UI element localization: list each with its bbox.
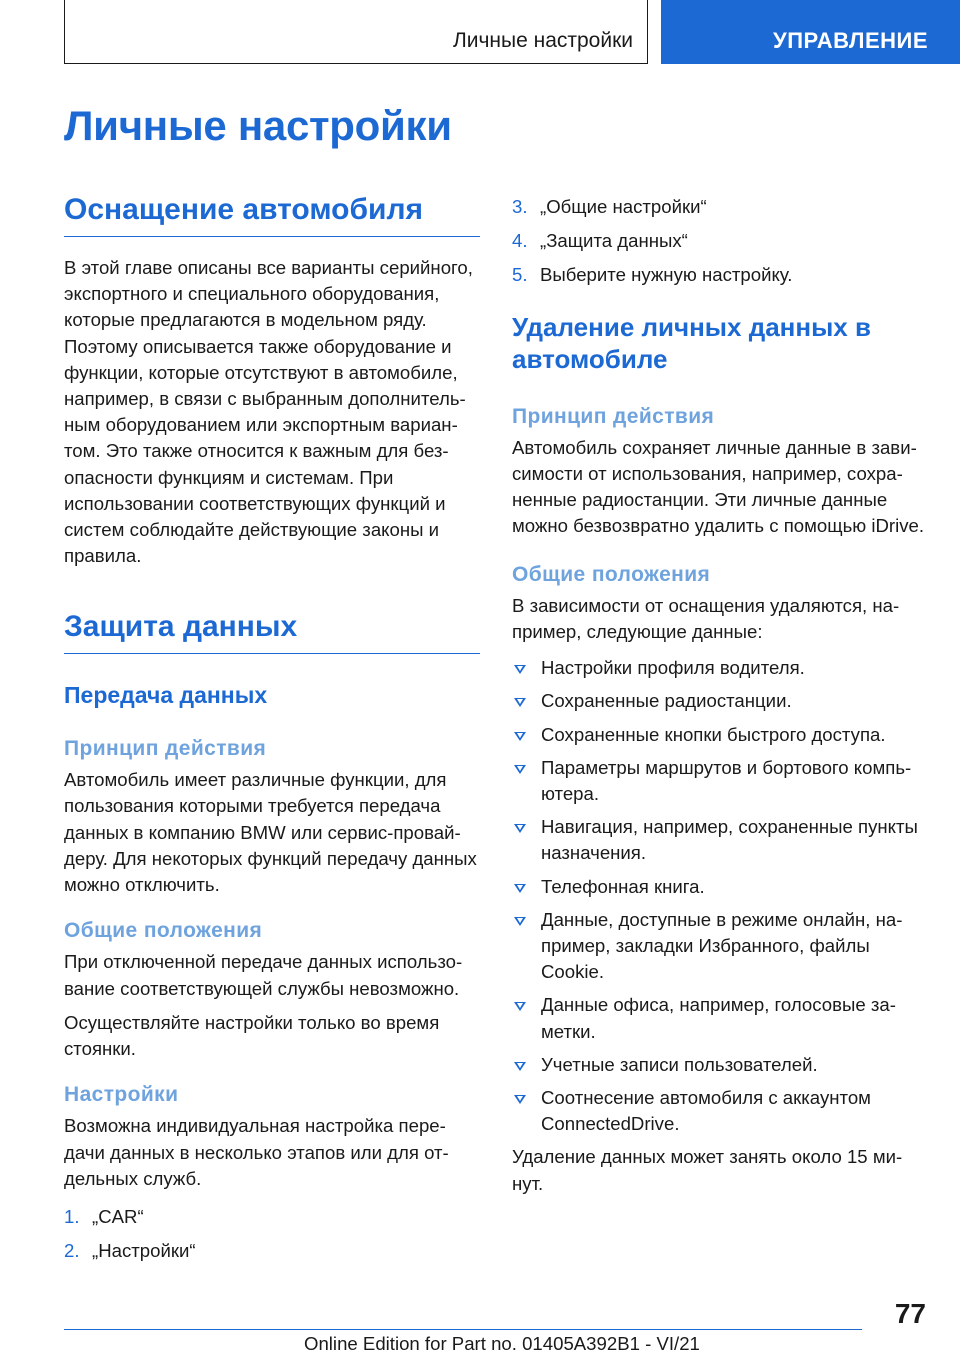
equipment-text: В этой главе описаны все варианты серийного, экспортного и специального оборудования, которые предлагаются в модельном ряду. Поэтому описывается также оборудование и функции, которые отсутствуют в автомобиле, например, в связи с выбранным дополнительным оборудованием или экспортным вариантом. Это также относится к важным для безопасности функциям и системам. При использовании соответствующих функций и систем соблюдайте действующие законы и правила. bbox=[64, 257, 473, 567]
item-text: Навигация, например, сохраненные пункты назначения. bbox=[541, 816, 918, 864]
list-item bbox=[64, 1238, 480, 1264]
list-item bbox=[512, 755, 926, 807]
step-number: 4. bbox=[512, 230, 528, 252]
deletion-principle-text: Автомобиль сохраняет личные данные в зависимости от использования, например, сохраненные радиостанции. Эти личные данные можно безвозвратно удалить с помощью iDrive. bbox=[512, 436, 925, 537]
list-item bbox=[512, 874, 926, 900]
bullet-triangle-icon bbox=[514, 884, 526, 893]
step-text: „CAR“ bbox=[92, 1206, 144, 1228]
list-item bbox=[512, 194, 926, 220]
step-text: Выберите нужную настройку. bbox=[540, 264, 793, 286]
heading-data-protection: Защита данных bbox=[64, 609, 480, 654]
bullet-triangle-icon bbox=[514, 1062, 526, 1071]
item-text: Данные, доступные в режиме онлайн, например, закладки Избранного, файлы Cookie. bbox=[541, 908, 903, 983]
list-item bbox=[512, 655, 926, 681]
transfer-principle-text: Автомобиль имеет различные функции, для пользования которыми требуется передача данных в компанию BMW или сервис-провайдеру. Для некоторых функций передачу данных можно отключить. bbox=[64, 769, 477, 896]
step-text: „Общие настройки“ bbox=[540, 196, 707, 217]
bullet-triangle-icon bbox=[514, 917, 526, 926]
heading-data-transfer: Передача данных bbox=[64, 682, 268, 709]
left-column bbox=[64, 192, 480, 1272]
bullet-triangle-icon bbox=[514, 1002, 526, 1011]
transfer-general-text-2: Осуществляйте настройки только во время стоянки. bbox=[64, 1011, 440, 1060]
heading-deletion-principle: Принцип действия bbox=[512, 404, 715, 428]
heading-equipment: Оснащение автомобиля bbox=[64, 192, 480, 237]
list-item bbox=[512, 688, 926, 714]
item-text: Сохраненные радиостанции. bbox=[541, 690, 792, 712]
header-section-box bbox=[64, 0, 648, 64]
settings-steps-continued bbox=[512, 194, 926, 289]
list-item bbox=[512, 907, 926, 986]
item-text: Параметры маршрутов и бортового компьютера. bbox=[541, 756, 912, 805]
heading-transfer-general: Общие положения bbox=[64, 919, 263, 943]
bullet-triangle-icon bbox=[514, 665, 526, 674]
page-number: 77 bbox=[894, 1298, 926, 1329]
list-item bbox=[512, 814, 926, 866]
list-item bbox=[512, 1085, 926, 1137]
transfer-general-text-1: При отключенной передаче данных использование соответствующей службы невозможно. bbox=[64, 951, 463, 999]
step-number: 1. bbox=[64, 1206, 80, 1228]
item-text: Соотнесение автомобиля с аккаунтом ConnectedDrive. bbox=[541, 1087, 871, 1135]
bullet-triangle-icon bbox=[514, 698, 526, 707]
step-text: „Настройки“ bbox=[92, 1240, 196, 1262]
page-title: Личные настройки bbox=[64, 102, 452, 149]
deletion-closing-text: Удаление данных может занять около 15 минут. bbox=[512, 1146, 903, 1194]
step-number: 5. bbox=[512, 264, 528, 286]
bullet-triangle-icon bbox=[514, 732, 526, 741]
list-item bbox=[512, 992, 926, 1044]
footer-divider bbox=[64, 1329, 862, 1330]
deletion-items-list bbox=[512, 655, 926, 1137]
header-chapter-tab bbox=[661, 0, 960, 64]
list-item bbox=[512, 1052, 926, 1078]
bullet-triangle-icon bbox=[514, 824, 526, 833]
heading-deletion: Удаление личных данных в автомобиле bbox=[512, 311, 871, 375]
step-number: 3. bbox=[512, 196, 528, 217]
heading-deletion-general: Общие положения bbox=[512, 562, 711, 586]
item-text: Учетные записи пользователей. bbox=[541, 1053, 818, 1075]
item-text: Данные офиса, например, голосовые заметки. bbox=[541, 994, 896, 1042]
heading-transfer-principle: Принцип действия bbox=[64, 737, 267, 761]
header-section-title: Личные настройки bbox=[452, 29, 633, 52]
list-item bbox=[512, 262, 926, 288]
settings-steps-list bbox=[64, 1204, 480, 1264]
bullet-triangle-icon bbox=[514, 1095, 526, 1104]
step-text: „Защита данных“ bbox=[540, 230, 688, 252]
list-item bbox=[512, 722, 926, 748]
footer-edition: Online Edition for Part no. 01405A392B1 - VI/21 bbox=[304, 1333, 700, 1354]
deletion-general-text: В зависимости от оснащения удаляются, например, следующие данные: bbox=[512, 594, 900, 642]
step-number: 2. bbox=[64, 1240, 80, 1262]
right-column bbox=[512, 192, 926, 1197]
transfer-settings-text: Возможна индивидуальная настройка передачи данных в несколько этапов или для отдельных служб. bbox=[64, 1115, 449, 1189]
list-item bbox=[64, 1204, 480, 1230]
heading-transfer-settings: Настройки bbox=[64, 1083, 179, 1107]
header-chapter-label: УПРАВЛЕНИЕ bbox=[773, 28, 928, 53]
item-text: Телефонная книга. bbox=[541, 875, 705, 897]
bullet-triangle-icon bbox=[514, 765, 526, 774]
item-text: Настройки профиля водителя. bbox=[541, 657, 805, 679]
list-item bbox=[512, 228, 926, 254]
item-text: Сохраненные кнопки быстрого доступа. bbox=[541, 723, 886, 745]
